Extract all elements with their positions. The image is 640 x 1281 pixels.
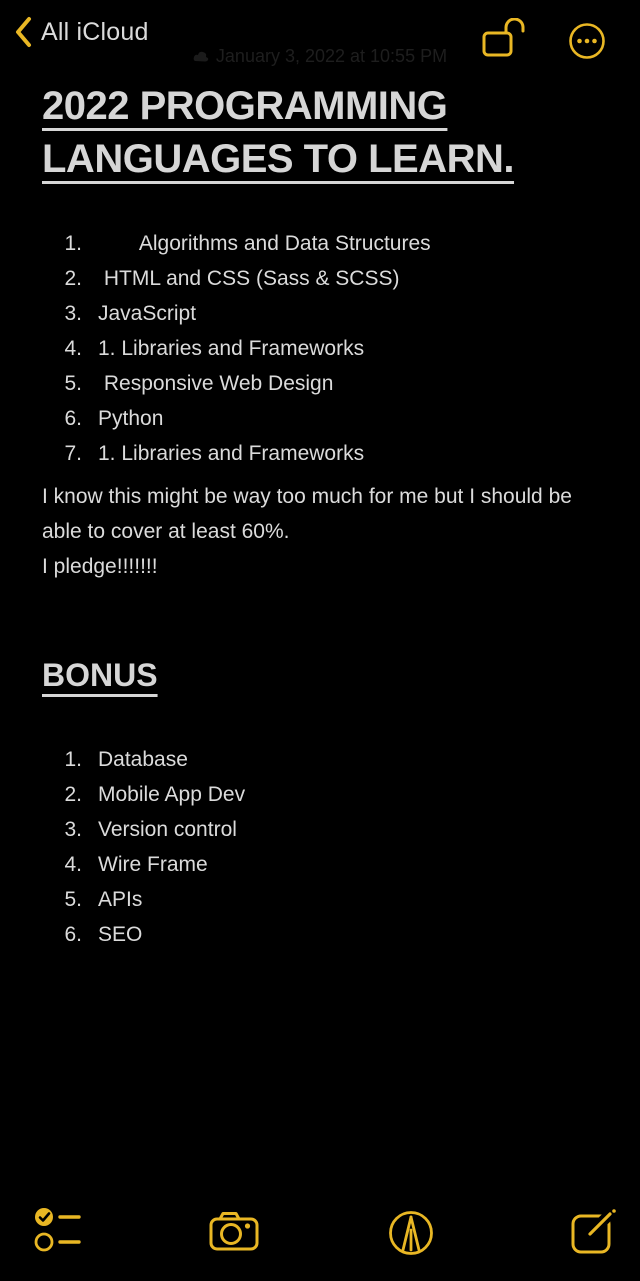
camera-button[interactable] bbox=[209, 1211, 259, 1251]
list-item-text[interactable]: Version control bbox=[98, 818, 237, 841]
bottom-toolbar bbox=[0, 1198, 640, 1268]
note-title[interactable]: 2022 PROGRAMMING LANGUAGES TO LEARN. bbox=[42, 84, 515, 181]
list-item[interactable] bbox=[42, 742, 599, 777]
list-item-text[interactable]: Database bbox=[98, 748, 188, 771]
list-item-number: 6. bbox=[64, 923, 82, 946]
list-item-text[interactable]: Mobile App Dev bbox=[98, 783, 246, 806]
list-item-number: 4. bbox=[64, 337, 82, 360]
list-item[interactable] bbox=[42, 366, 599, 401]
markup-button[interactable] bbox=[388, 1210, 434, 1256]
list-item[interactable] bbox=[42, 436, 599, 471]
list-item-number: 5. bbox=[64, 372, 82, 395]
sync-status-icon bbox=[193, 50, 209, 64]
list-item[interactable] bbox=[42, 401, 599, 436]
list-item[interactable] bbox=[42, 812, 599, 847]
list-item[interactable] bbox=[42, 917, 599, 952]
list-item-number: 3. bbox=[64, 302, 82, 325]
back-button[interactable] bbox=[14, 16, 149, 48]
list-item-text[interactable]: Algorithms and Data Structures bbox=[98, 232, 431, 255]
list-item-number: 5. bbox=[64, 888, 82, 911]
list-item-number: 4. bbox=[64, 853, 82, 876]
list-item-number: 1. bbox=[64, 748, 82, 771]
list-item-text[interactable]: 1. Libraries and Frameworks bbox=[98, 337, 365, 360]
numbered-list-bonus bbox=[42, 742, 599, 952]
list-item[interactable] bbox=[42, 847, 599, 882]
list-item-number: 2. bbox=[64, 783, 82, 806]
list-item-number: 1. bbox=[64, 232, 82, 255]
note-body[interactable] bbox=[42, 78, 599, 952]
checklist-button[interactable] bbox=[33, 1206, 83, 1254]
list-item-text[interactable]: HTML and CSS (Sass & SCSS) bbox=[98, 267, 400, 290]
list-item[interactable] bbox=[42, 331, 599, 366]
list-item[interactable] bbox=[42, 261, 599, 296]
compose-icon bbox=[570, 1208, 618, 1256]
note-date-row bbox=[0, 46, 640, 67]
list-item[interactable] bbox=[42, 882, 599, 917]
note-paragraph[interactable]: I know this might be way too much for me but I should be able to cover at least 60%. bbox=[42, 485, 572, 543]
markup-pen-icon bbox=[388, 1210, 434, 1256]
list-item-text[interactable]: APIs bbox=[98, 888, 143, 911]
bonus-heading[interactable]: BONUS bbox=[42, 657, 158, 693]
checklist-icon bbox=[33, 1206, 83, 1254]
list-item-text[interactable]: Python bbox=[98, 407, 164, 430]
list-item-text[interactable]: SEO bbox=[98, 923, 143, 946]
list-item-number: 6. bbox=[64, 407, 82, 430]
list-item-number: 2. bbox=[64, 267, 82, 290]
compose-button[interactable] bbox=[570, 1208, 618, 1256]
list-item-number: 3. bbox=[64, 818, 82, 841]
list-item[interactable] bbox=[42, 777, 599, 812]
back-button-label: All iCloud bbox=[41, 17, 149, 46]
list-item[interactable] bbox=[42, 226, 599, 261]
note-date-label: January 3, 2022 at 10:55 PM bbox=[215, 46, 448, 66]
list-item-text[interactable]: JavaScript bbox=[98, 302, 197, 325]
numbered-list-main bbox=[42, 226, 599, 471]
note-pledge-line[interactable]: I pledge!!!!!!! bbox=[42, 555, 158, 578]
list-item-text[interactable]: Wire Frame bbox=[98, 853, 208, 876]
list-item-number: 7. bbox=[64, 442, 82, 465]
list-item-text[interactable]: 1. Libraries and Frameworks bbox=[98, 442, 365, 465]
chevron-left-icon bbox=[14, 16, 32, 48]
camera-icon bbox=[209, 1211, 259, 1251]
list-item-text[interactable]: Responsive Web Design bbox=[98, 372, 334, 395]
list-item[interactable] bbox=[42, 296, 599, 331]
